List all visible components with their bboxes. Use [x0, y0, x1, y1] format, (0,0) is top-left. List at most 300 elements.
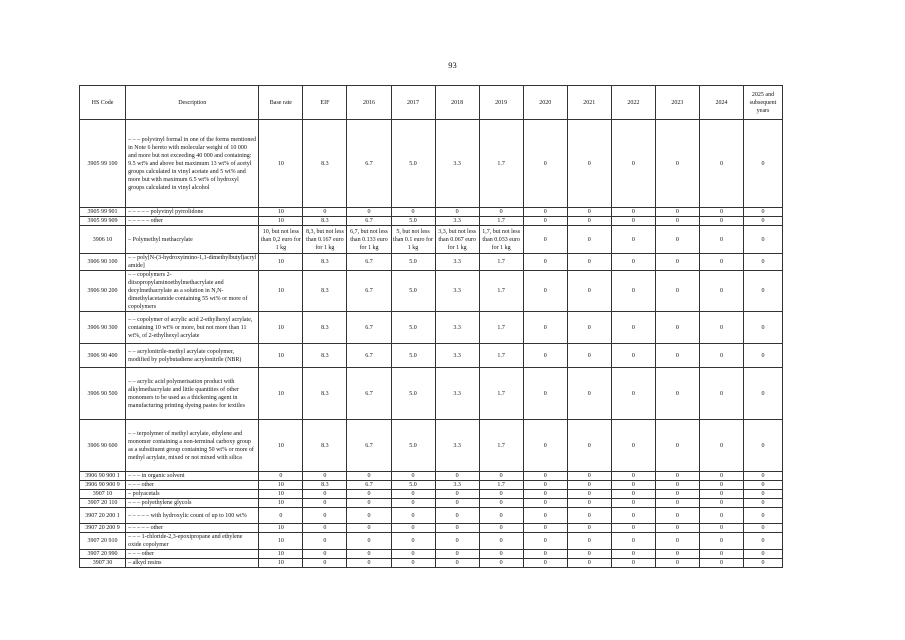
- rate-cell: 3.3: [435, 481, 479, 490]
- rate-cell: 0: [655, 499, 699, 508]
- rate-cell: 0: [744, 217, 783, 226]
- rate-cell: 0: [303, 533, 347, 550]
- rate-cell: 10: [259, 533, 303, 550]
- column-header: HS Code: [80, 86, 126, 120]
- rate-cell: 0: [435, 208, 479, 217]
- rate-cell: 0: [523, 481, 567, 490]
- rate-cell: 0: [523, 312, 567, 344]
- table-body: [80, 120, 783, 568]
- rate-cell: 0: [699, 559, 743, 568]
- rate-cell: 0: [391, 208, 435, 217]
- rate-cell: 0: [523, 226, 567, 254]
- rate-cell: 0: [655, 312, 699, 344]
- rate-cell: 8.3: [303, 368, 347, 420]
- column-header: 2019: [479, 86, 523, 120]
- rate-cell: 0: [611, 508, 655, 524]
- rate-cell: 0: [744, 420, 783, 472]
- table-row: [80, 490, 783, 499]
- rate-cell: 0: [611, 559, 655, 568]
- rate-cell: 0: [567, 499, 611, 508]
- rate-cell: 0: [523, 559, 567, 568]
- table-row: [80, 524, 783, 533]
- rate-cell: 0: [391, 508, 435, 524]
- rate-cell: 0: [347, 490, 391, 499]
- hs-code-cell: 3905 99 100: [80, 120, 126, 208]
- rate-cell: 0: [391, 559, 435, 568]
- rate-cell: 0: [303, 472, 347, 481]
- rate-cell: 0: [567, 490, 611, 499]
- rate-cell: 0: [655, 472, 699, 481]
- rate-cell: 0: [479, 490, 523, 499]
- description-cell: – – – – – other: [126, 524, 259, 533]
- table-row: [80, 472, 783, 481]
- rate-cell: 0: [567, 208, 611, 217]
- rate-cell: 0: [303, 559, 347, 568]
- rate-cell: 10: [259, 254, 303, 271]
- rate-cell: 10: [259, 559, 303, 568]
- table-row: [80, 481, 783, 490]
- rate-cell: 0: [699, 120, 743, 208]
- rate-cell: 0: [611, 254, 655, 271]
- rate-cell: 0: [567, 120, 611, 208]
- description-cell: – – poly[N-(3-hydroxyimino-1,1-dimethylbutyl)acryl amide]: [126, 254, 259, 271]
- rate-cell: 6.7: [347, 271, 391, 312]
- description-cell: – – copolymers 2-diisopropylaminoethylmethacrylate and decylmethacrylate as a solution in N,N-dimethylacetamide containing 55 wt% or more of copolymers: [126, 271, 259, 312]
- rate-cell: 0: [567, 550, 611, 559]
- description-cell: – – – in organic solvent: [126, 472, 259, 481]
- rate-cell: 0: [303, 208, 347, 217]
- table-row: [80, 420, 783, 472]
- rate-cell: 0: [699, 533, 743, 550]
- rate-cell: 3.3: [435, 254, 479, 271]
- rate-cell: 0: [391, 550, 435, 559]
- table-row: [80, 533, 783, 550]
- rate-cell: 3.3: [435, 368, 479, 420]
- rate-cell: 0: [699, 344, 743, 368]
- rate-cell: 8,3, but not less than 0.167 euro for 1 kg: [303, 226, 347, 254]
- rate-cell: 0: [744, 533, 783, 550]
- hs-code-cell: 3906 90 400: [80, 344, 126, 368]
- rate-cell: 0: [523, 490, 567, 499]
- table-row: [80, 550, 783, 559]
- rate-cell: 0: [347, 499, 391, 508]
- rate-cell: 0: [744, 550, 783, 559]
- column-header: EIF: [303, 86, 347, 120]
- rate-cell: 0: [699, 368, 743, 420]
- rate-cell: 0: [655, 524, 699, 533]
- rate-cell: 0: [523, 472, 567, 481]
- rate-cell: 0: [744, 312, 783, 344]
- rate-cell: 10: [259, 420, 303, 472]
- rate-cell: 0: [523, 120, 567, 208]
- rate-cell: 0: [567, 217, 611, 226]
- rate-cell: 1.7: [479, 420, 523, 472]
- table-row: [80, 559, 783, 568]
- rate-cell: 0: [523, 533, 567, 550]
- rate-cell: 0: [435, 472, 479, 481]
- rate-cell: 0: [744, 226, 783, 254]
- rate-cell: 0: [744, 271, 783, 312]
- rate-cell: 0: [744, 208, 783, 217]
- rate-cell: 0: [347, 533, 391, 550]
- rate-cell: 0: [611, 312, 655, 344]
- tariff-schedule-table: [79, 85, 783, 568]
- rate-cell: 10: [259, 344, 303, 368]
- rate-cell: 0: [567, 533, 611, 550]
- rate-cell: 0: [611, 368, 655, 420]
- column-header: 2017: [391, 86, 435, 120]
- rate-cell: 0: [611, 226, 655, 254]
- rate-cell: 0: [655, 550, 699, 559]
- rate-cell: 0: [699, 254, 743, 271]
- rate-cell: 3.3: [435, 312, 479, 344]
- hs-code-cell: 3905 99 901: [80, 208, 126, 217]
- rate-cell: 1.7: [479, 254, 523, 271]
- rate-cell: 0: [611, 499, 655, 508]
- rate-cell: 0: [655, 368, 699, 420]
- rate-cell: 0: [699, 472, 743, 481]
- rate-cell: 10: [259, 490, 303, 499]
- description-cell: – – acrylonitrile-methyl acrylate copolymer, modified by polybutadiene acrylonitrile (NBR): [126, 344, 259, 368]
- rate-cell: 0: [655, 490, 699, 499]
- rate-cell: 0: [479, 524, 523, 533]
- rate-cell: 0: [567, 312, 611, 344]
- rate-cell: 0: [655, 271, 699, 312]
- rate-cell: 0: [347, 524, 391, 533]
- rate-cell: 0: [479, 499, 523, 508]
- rate-cell: 3.3: [435, 420, 479, 472]
- rate-cell: 1.7: [479, 312, 523, 344]
- rate-cell: 0: [655, 217, 699, 226]
- rate-cell: 0: [611, 217, 655, 226]
- rate-cell: 0: [699, 420, 743, 472]
- rate-cell: 1.7: [479, 271, 523, 312]
- hs-code-cell: 3907 20 990: [80, 550, 126, 559]
- rate-cell: 0: [744, 490, 783, 499]
- header-row: [80, 86, 783, 120]
- rate-cell: 0: [611, 481, 655, 490]
- column-header: 2025 and subsequent years: [744, 86, 783, 120]
- description-cell: – – acrylic acid polymerisation product with alkylmethacrylate and little quantities of other monomers to be used as a thickening agent in manufacturing printing dyeing pastes for textiles: [126, 368, 259, 420]
- rate-cell: 0: [523, 271, 567, 312]
- rate-cell: 0: [744, 524, 783, 533]
- rate-cell: 0: [435, 559, 479, 568]
- hs-code-cell: 3907 20 200 9: [80, 524, 126, 533]
- rate-cell: 0: [611, 550, 655, 559]
- rate-cell: 3.3: [435, 344, 479, 368]
- rate-cell: 3.3: [435, 217, 479, 226]
- hs-code-cell: 3906 90 600: [80, 420, 126, 472]
- hs-code-cell: 3907 30: [80, 559, 126, 568]
- rate-cell: 6.7: [347, 368, 391, 420]
- table-row: [80, 508, 783, 524]
- hs-code-cell: 3906 90 200: [80, 271, 126, 312]
- rate-cell: 0: [655, 508, 699, 524]
- rate-cell: 0: [567, 368, 611, 420]
- rate-cell: 0: [479, 208, 523, 217]
- hs-code-cell: 3907 20 910: [80, 533, 126, 550]
- rate-cell: 5.0: [391, 344, 435, 368]
- rate-cell: 5, but not less than 0.1 euro for 1 kg: [391, 226, 435, 254]
- rate-cell: 0: [435, 490, 479, 499]
- hs-code-cell: 3906 90 900 1: [80, 472, 126, 481]
- rate-cell: 5.0: [391, 217, 435, 226]
- rate-cell: 0: [699, 550, 743, 559]
- hs-code-cell: 3906 90 100: [80, 254, 126, 271]
- rate-cell: 0: [611, 524, 655, 533]
- rate-cell: 0: [699, 490, 743, 499]
- rate-cell: 0: [567, 271, 611, 312]
- rate-cell: 6.7: [347, 120, 391, 208]
- rate-cell: 0: [347, 472, 391, 481]
- description-cell: – – – other: [126, 550, 259, 559]
- column-header: 2023: [655, 86, 699, 120]
- rate-cell: 0: [567, 508, 611, 524]
- table-row: [80, 217, 783, 226]
- rate-cell: 0: [347, 208, 391, 217]
- rate-cell: 0: [479, 533, 523, 550]
- hs-code-cell: 3906 90 900 9: [80, 481, 126, 490]
- rate-cell: 0: [479, 559, 523, 568]
- rate-cell: 0: [479, 508, 523, 524]
- rate-cell: 0: [435, 550, 479, 559]
- rate-cell: 0: [611, 420, 655, 472]
- rate-cell: 0: [479, 472, 523, 481]
- rate-cell: 0: [347, 550, 391, 559]
- rate-cell: 0: [523, 508, 567, 524]
- hs-code-cell: 3906 90 500: [80, 368, 126, 420]
- rate-cell: 0: [567, 472, 611, 481]
- rate-cell: 0: [479, 550, 523, 559]
- rate-cell: 10: [259, 208, 303, 217]
- rate-cell: 0: [567, 344, 611, 368]
- rate-cell: 0: [391, 533, 435, 550]
- rate-cell: 0: [744, 559, 783, 568]
- rate-cell: 6,7, but not less than 0.133 euro for 1 kg: [347, 226, 391, 254]
- rate-cell: 8.3: [303, 271, 347, 312]
- rate-cell: 0: [699, 271, 743, 312]
- rate-cell: 3,3, but not less than 0.067 euro for 1 kg: [435, 226, 479, 254]
- description-cell: – polyacetals: [126, 490, 259, 499]
- rate-cell: 0: [523, 344, 567, 368]
- rate-cell: 0: [523, 499, 567, 508]
- rate-cell: 10: [259, 312, 303, 344]
- rate-cell: 10: [259, 524, 303, 533]
- table-row: [80, 226, 783, 254]
- rate-cell: 0: [699, 312, 743, 344]
- rate-cell: 10: [259, 368, 303, 420]
- rate-cell: 3.3: [435, 271, 479, 312]
- rate-cell: 0: [655, 481, 699, 490]
- column-header: 2024: [699, 86, 743, 120]
- column-header: 2021: [567, 86, 611, 120]
- rate-cell: 1,7, but not less than 0.033 euro for 1 kg: [479, 226, 523, 254]
- rate-cell: 0: [567, 254, 611, 271]
- rate-cell: 0: [744, 344, 783, 368]
- rate-cell: 0: [523, 420, 567, 472]
- column-header: 2016: [347, 86, 391, 120]
- column-header: Description: [126, 86, 259, 120]
- rate-cell: 0: [567, 559, 611, 568]
- rate-cell: 0: [655, 344, 699, 368]
- description-cell: – – – – – polyvinyl pyrrolidone: [126, 208, 259, 217]
- table-row: [80, 368, 783, 420]
- column-header: 2020: [523, 86, 567, 120]
- rate-cell: 0: [391, 499, 435, 508]
- rate-cell: 0: [744, 254, 783, 271]
- description-cell: – – – polyvinyl formal in one of the forms mentioned in Note 6 hereto with molecular weight of 10 000 and more but not exceeding 40 000 and containing: 9.5 wt% and above but maximum 13 wt% of acetyl groups calculated in vinyl acetate and 5 wt% and more but with maximum 6.5 wt% of hydroxyl groups calculated in vinyl alcohol: [126, 120, 259, 208]
- rate-cell: 1.7: [479, 120, 523, 208]
- rate-cell: 5.0: [391, 254, 435, 271]
- rate-cell: 1.7: [479, 217, 523, 226]
- rate-cell: 6.7: [347, 217, 391, 226]
- rate-cell: 5.0: [391, 271, 435, 312]
- rate-cell: 0: [655, 254, 699, 271]
- description-cell: – – – – – other: [126, 217, 259, 226]
- rate-cell: 0: [655, 420, 699, 472]
- rate-cell: 10: [259, 120, 303, 208]
- description-cell: – – copolymer of acrylic acid 2-ethylhexyl acrylate, containing 10 wt% or more, but not more than 11 wt%, of 2-ethylhexyl acrylate: [126, 312, 259, 344]
- rate-cell: 0: [523, 524, 567, 533]
- rate-cell: 0: [347, 508, 391, 524]
- hs-code-cell: 3905 99 909: [80, 217, 126, 226]
- table-row: [80, 208, 783, 217]
- rate-cell: 0: [744, 481, 783, 490]
- rate-cell: 0: [699, 499, 743, 508]
- rate-cell: 0: [611, 208, 655, 217]
- rate-cell: 0: [391, 472, 435, 481]
- rate-cell: 1.7: [479, 481, 523, 490]
- rate-cell: 6.7: [347, 481, 391, 490]
- rate-cell: 0: [567, 524, 611, 533]
- rate-cell: 0: [303, 524, 347, 533]
- rate-cell: 5.0: [391, 120, 435, 208]
- rate-cell: 10, but not less than 0,2 euro for 1 kg: [259, 226, 303, 254]
- description-cell: – alkyd resins: [126, 559, 259, 568]
- hs-code-cell: 3906 90 300: [80, 312, 126, 344]
- rate-cell: 0: [611, 271, 655, 312]
- table-row: [80, 254, 783, 271]
- description-cell: – – – polyethylene glycols: [126, 499, 259, 508]
- rate-cell: 0: [303, 490, 347, 499]
- rate-cell: 0: [567, 420, 611, 472]
- rate-cell: 8.3: [303, 120, 347, 208]
- rate-cell: 0: [523, 208, 567, 217]
- rate-cell: 0: [744, 499, 783, 508]
- column-header: Base rate: [259, 86, 303, 120]
- rate-cell: 0: [303, 508, 347, 524]
- rate-cell: 5.0: [391, 420, 435, 472]
- rate-cell: 0: [435, 524, 479, 533]
- rate-cell: 0: [655, 226, 699, 254]
- rate-cell: 8.3: [303, 312, 347, 344]
- rate-cell: 0: [391, 524, 435, 533]
- description-cell: – Polymethyl methacrylate: [126, 226, 259, 254]
- rate-cell: 0: [699, 481, 743, 490]
- rate-cell: 8.3: [303, 217, 347, 226]
- table-row: [80, 271, 783, 312]
- rate-cell: 10: [259, 271, 303, 312]
- rate-cell: 0: [699, 217, 743, 226]
- rate-cell: 0: [611, 472, 655, 481]
- rate-cell: 6.7: [347, 344, 391, 368]
- rate-cell: 10: [259, 217, 303, 226]
- rate-cell: 10: [259, 499, 303, 508]
- rate-cell: 0: [303, 550, 347, 559]
- rate-cell: 0: [259, 508, 303, 524]
- tariff-table-wrapper: [79, 85, 783, 568]
- rate-cell: 0: [699, 226, 743, 254]
- rate-cell: 0: [523, 217, 567, 226]
- rate-cell: 0: [611, 490, 655, 499]
- hs-code-cell: 3906 10: [80, 226, 126, 254]
- rate-cell: 0: [655, 120, 699, 208]
- rate-cell: 10: [259, 550, 303, 559]
- rate-cell: 5.0: [391, 312, 435, 344]
- rate-cell: 0: [655, 208, 699, 217]
- rate-cell: 0: [744, 508, 783, 524]
- rate-cell: 0: [435, 499, 479, 508]
- rate-cell: 5.0: [391, 368, 435, 420]
- column-header: 2022: [611, 86, 655, 120]
- description-cell: – – – other: [126, 481, 259, 490]
- rate-cell: 8.3: [303, 254, 347, 271]
- description-cell: – – – 1-chloride-2,3-epoxipropane and ethylene oxide copolymer: [126, 533, 259, 550]
- hs-code-cell: 3907 20 110: [80, 499, 126, 508]
- rate-cell: 0: [611, 120, 655, 208]
- rate-cell: 0: [567, 226, 611, 254]
- rate-cell: 5.0: [391, 481, 435, 490]
- hs-code-cell: 3907 20 200 1: [80, 508, 126, 524]
- rate-cell: 10: [259, 481, 303, 490]
- rate-cell: 0: [523, 254, 567, 271]
- rate-cell: 6.7: [347, 254, 391, 271]
- table-header: [80, 86, 783, 120]
- rate-cell: 0: [699, 508, 743, 524]
- table-row: [80, 312, 783, 344]
- rate-cell: 0: [655, 533, 699, 550]
- rate-cell: 0: [259, 472, 303, 481]
- rate-cell: 0: [744, 472, 783, 481]
- hs-code-cell: 3907 10: [80, 490, 126, 499]
- rate-cell: 8.3: [303, 481, 347, 490]
- rate-cell: 0: [744, 120, 783, 208]
- rate-cell: 0: [611, 344, 655, 368]
- rate-cell: 6.7: [347, 312, 391, 344]
- rate-cell: 0: [435, 533, 479, 550]
- rate-cell: 0: [655, 559, 699, 568]
- rate-cell: 0: [699, 208, 743, 217]
- rate-cell: 0: [699, 524, 743, 533]
- rate-cell: 8.3: [303, 420, 347, 472]
- rate-cell: 0: [611, 533, 655, 550]
- table-row: [80, 499, 783, 508]
- rate-cell: 1.7: [479, 344, 523, 368]
- rate-cell: 0: [523, 550, 567, 559]
- table-row: [80, 120, 783, 208]
- description-cell: – – – – – with hydroxylic count of up to 100 wt%: [126, 508, 259, 524]
- page-number: 93: [448, 60, 457, 70]
- rate-cell: 6.7: [347, 420, 391, 472]
- rate-cell: 0: [523, 368, 567, 420]
- rate-cell: 0: [303, 499, 347, 508]
- rate-cell: 3.3: [435, 120, 479, 208]
- rate-cell: 8.3: [303, 344, 347, 368]
- description-cell: – – terpolymer of methyl acrylate, ethylene and monomer containing a non-terminal carboxy group as a substituent group containing 50 wt% or more of methyl acrylate, mixed or not mixed with silica: [126, 420, 259, 472]
- column-header: 2018: [435, 86, 479, 120]
- rate-cell: 0: [347, 559, 391, 568]
- rate-cell: 0: [744, 368, 783, 420]
